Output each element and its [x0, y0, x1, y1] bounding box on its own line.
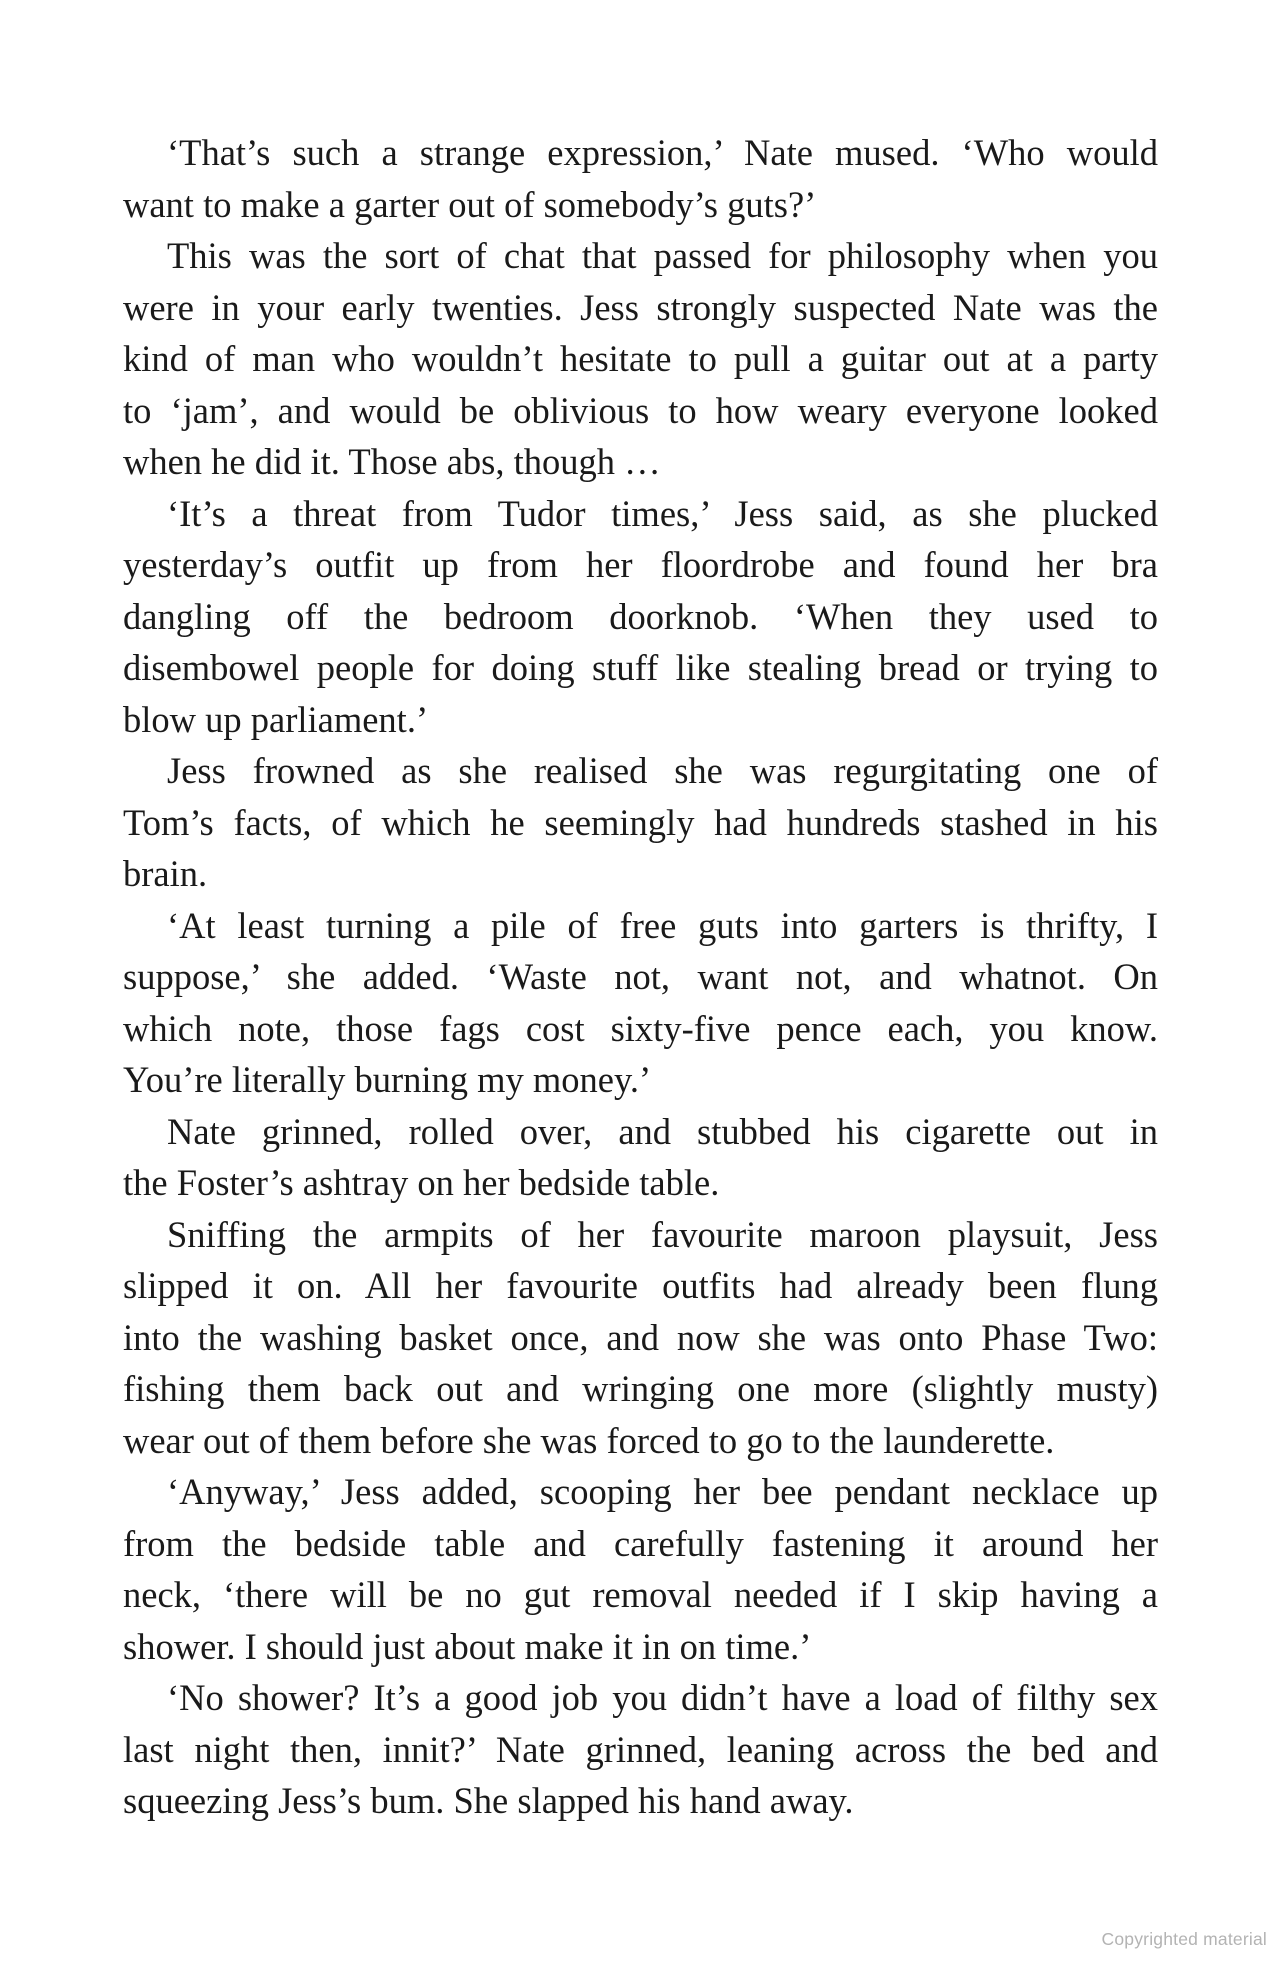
paragraph — [123, 1106, 1158, 1209]
text-line: ‘That’s such a strange expression,’ Nate mused. ‘Who would — [167, 132, 1158, 173]
text-line: fishing them back out and wringing one more (slightly musty) — [123, 1368, 1158, 1409]
text-line: kind of man who wouldn’t hesitate to pull a guitar out at a party — [123, 338, 1158, 379]
text-line: ‘It’s a threat from Tudor times,’ Jess said, as she plucked — [167, 492, 1158, 534]
text-line: into the washing basket once, and now she was onto Phase Two: — [123, 1316, 1158, 1358]
paragraph — [123, 900, 1158, 1106]
copyright-notice: Copyrighted material — [1101, 1929, 1267, 1949]
paragraph — [123, 127, 1158, 230]
text-line: Jess frowned as she realised she was regurgitating one of — [167, 750, 1158, 791]
text-line: brain. — [123, 853, 208, 894]
paragraph — [123, 230, 1158, 488]
paragraph — [123, 745, 1158, 900]
paragraph — [123, 1672, 1158, 1827]
text-line: wear out of them before she was forced to go to the launderette. — [123, 1419, 1055, 1461]
paragraph — [123, 1209, 1158, 1467]
page-text-column — [123, 127, 1158, 1827]
paragraph — [123, 488, 1158, 746]
text-line: when he did it. Those abs, though … — [123, 441, 661, 482]
text-line: the Foster’s ashtray on her bedside table. — [123, 1162, 720, 1203]
text-line: You’re literally burning my money.’ — [123, 1059, 652, 1100]
text-line: were in your early twenties. Jess strongly suspected Nate was the — [123, 286, 1158, 328]
text-line: last night then, innit?’ Nate grinned, leaning across the bed and — [123, 1728, 1158, 1770]
text-line: ‘Anyway,’ Jess added, scooping her bee pendant necklace up — [167, 1471, 1158, 1512]
text-line: ‘At least turning a pile of free guts into garters is thrifty, I — [167, 904, 1158, 946]
text-line: shower. I should just about make it in on time.’ — [123, 1625, 812, 1667]
text-line: from the bedside table and carefully fastening it around her — [123, 1522, 1158, 1564]
text-line: slipped it on. All her favourite outfits had already been flung — [123, 1265, 1158, 1306]
text-line: Tom’s facts, of which he seemingly had hundreds stashed in his — [123, 801, 1158, 843]
text-line: disembowel people for doing stuff like stealing bread or trying to — [123, 647, 1158, 688]
paragraph — [123, 1466, 1158, 1672]
text-line: blow up parliament.’ — [123, 698, 429, 740]
text-line: which note, those fags cost sixty-five pence each, you know. — [123, 1007, 1158, 1049]
text-line: squeezing Jess’s bum. She slapped his hand away. — [123, 1780, 854, 1821]
text-line: Nate grinned, rolled over, and stubbed his cigarette out in — [167, 1110, 1158, 1152]
text-line: dangling off the bedroom doorknob. ‘When they used to — [123, 595, 1158, 637]
text-line: suppose,’ she added. ‘Waste not, want not, and whatnot. On — [123, 956, 1158, 997]
text-line: yesterday’s outfit up from her floordrobe and found her bra — [123, 544, 1158, 585]
text-line: This was the sort of chat that passed for philosophy when you — [167, 235, 1158, 276]
text-line: want to make a garter out of somebody’s guts?’ — [123, 183, 817, 225]
text-line: ‘No shower? It’s a good job you didn’t have a load of filthy sex — [167, 1677, 1158, 1718]
text-line: Sniffing the armpits of her favourite maroon playsuit, Jess — [167, 1213, 1158, 1255]
text-line: neck, ‘there will be no gut removal needed if I skip having a — [123, 1574, 1158, 1615]
text-line: to ‘jam’, and would be oblivious to how weary everyone looked — [123, 389, 1158, 431]
